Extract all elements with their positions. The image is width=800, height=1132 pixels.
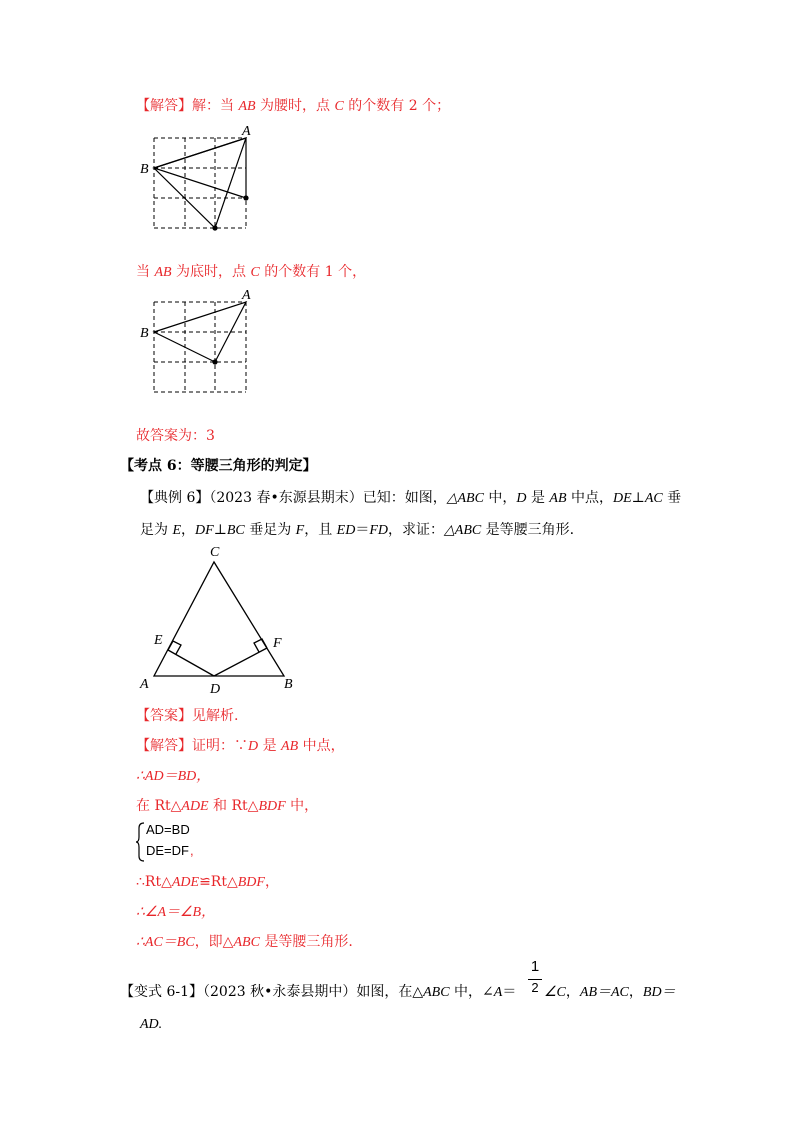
example-tag: 【典例 6】 (140, 490, 210, 506)
label-a: A (242, 124, 251, 139)
variant-line-1-cont: ∠C，AB＝AC，BD＝ (544, 984, 676, 1000)
proof-line-6: ∴∠A＝∠B， (136, 905, 216, 920)
example-line-2: 足为 E，DF⊥BC 垂足为 F，且 ED＝FD，求证：△ABC 是等腰三角形. (140, 522, 575, 538)
point-c-1 (243, 195, 248, 200)
label-a: A (242, 288, 251, 303)
triangle-figure (130, 540, 310, 700)
proof-line-7: ∴AC＝BC，即△ABC 是等腰三角形. (136, 934, 353, 950)
label-b: B (140, 326, 149, 341)
point-c-2 (212, 225, 217, 230)
variant-line-1: 【变式 6-1】（2023 秋•永泰县期中）如图，在△ABC 中，∠A＝ (120, 984, 517, 1000)
proof-line-1: 【解答】证明：∵D 是 AB 中点， (136, 738, 345, 754)
fraction-numerator: 1 (530, 958, 540, 975)
proof-line-3: 在 Rt△ADE 和 Rt△BDF 中， (136, 798, 319, 814)
answer-line: 【答案】见解析. (136, 708, 239, 724)
label-c: C (210, 545, 220, 560)
grid-figure-1 (138, 122, 258, 234)
solution-tag: 【解答】 (136, 98, 192, 114)
solution-line-isosceles-leg: 【解答】解：当 AB 为腰时，点 C 的个数有 2 个； (136, 98, 451, 114)
label-f: F (273, 636, 282, 651)
answer-tag: 【答案】 (136, 708, 192, 724)
example-line-1: 【典例 6】（2023 春•东源县期末）已知：如图，△ABC 中，D 是 AB 中点，DE⊥AC 垂 (140, 490, 682, 506)
system-brace (136, 822, 146, 862)
proof-line-2: ∴AD＝BD， (136, 769, 211, 784)
system-eq-1: AD=BD (146, 822, 190, 837)
label-e: E (154, 633, 163, 648)
proof-line-5: ∴Rt△ADE≌Rt△BDF， (136, 874, 279, 890)
label-b: B (284, 677, 293, 692)
label-b: B (140, 162, 149, 177)
variant-tag: 【变式 6-1】 (120, 984, 203, 1000)
label-a: A (140, 677, 149, 692)
fraction-denominator: 2 (531, 980, 539, 995)
label-d: D (210, 682, 221, 697)
system-comma: , (190, 843, 194, 858)
system-eq-2: DE=DF (146, 843, 189, 858)
section-heading: 【考点 6：等腰三角形的判定】 (120, 458, 317, 474)
variant-line-2: AD. (140, 1017, 163, 1032)
proof-tag: 【解答】 (136, 738, 192, 754)
point-c (212, 359, 217, 364)
grid-figure-2 (138, 288, 258, 400)
solution-line-isosceles-base: 当 AB 为底时，点 C 的个数有 1 个， (136, 264, 367, 280)
final-answer: 故答案为：3 (136, 428, 215, 444)
